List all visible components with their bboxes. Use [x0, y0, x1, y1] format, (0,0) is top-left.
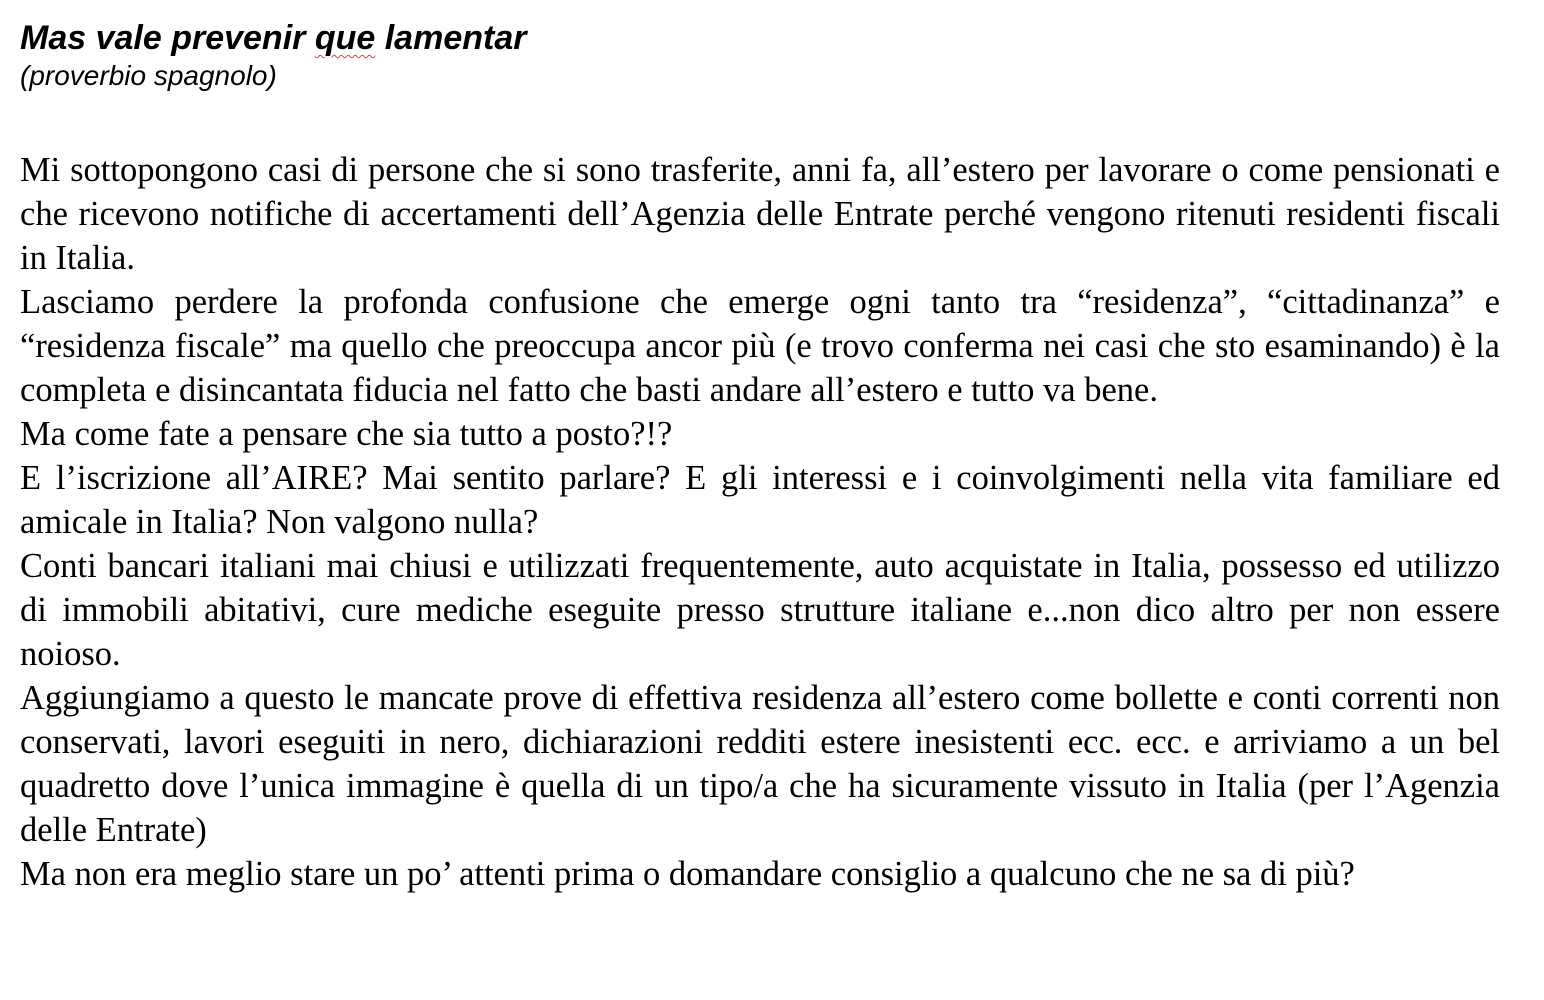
document-subtitle: (proverbio spagnolo): [20, 60, 277, 91]
paragraph: Ma come fate a pensare che sia tutto a posto?!?: [20, 415, 673, 453]
title-text-start: Mas vale prevenir: [20, 19, 315, 57]
blank-line: [20, 94, 1500, 148]
document-body: [20, 148, 1500, 896]
document-title: [20, 18, 1500, 58]
paragraph: Conti bancari italiani mai chiusi e utilizzati frequentemente, auto acquistate in Italia, possesso ed utilizzo di immobili abitativi, cure mediche eseguite presso strutture italiane e...non dico altro per non essere noioso.: [20, 547, 1500, 673]
paragraph: Ma non era meglio stare un po’ attenti prima o domandare consiglio a qualcuno che ne sa di più?: [20, 855, 1355, 893]
paragraph: Mi sottopongono casi di persone che si sono trasferite, anni fa, all’estero per lavorare o come pensionati e che ricevono notifiche di accertamenti dell’Agenzia delle Entrate perché vengono ritenuti residenti fiscali in Italia.: [20, 151, 1500, 277]
spellcheck-flagged-word[interactable]: que: [314, 19, 376, 57]
document-page: [20, 18, 1500, 896]
paragraph: Aggiungiamo a questo le mancate prove di effettiva residenza all’estero come bollette e conti correnti non conservati, lavori eseguiti in nero, dichiarazioni redditi estere inesistenti ecc. ecc. e arriviamo a un bel quadretto dove l’unica immagine è quella di un tipo/a che ha sicuramente vissuto in Italia (per l’Agenzia delle Entrate): [20, 679, 1500, 849]
paragraph: Lasciamo perdere la profonda confusione che emerge ogni tanto tra “residenza”, “cittadinanza” e “residenza fiscale” ma quello che preoccupa ancor più (e trovo conferma nei casi che sto esaminando) è la completa e disincantata fiducia nel fatto che basti andare all’estero e tutto va bene.: [20, 283, 1500, 409]
paragraph: E l’iscrizione all’AIRE? Mai sentito parlare? E gli interessi e i coinvolgimenti nella vita familiare ed amicale in Italia? Non valgono nulla?: [20, 459, 1500, 541]
title-text-end: lamentar: [375, 19, 527, 57]
